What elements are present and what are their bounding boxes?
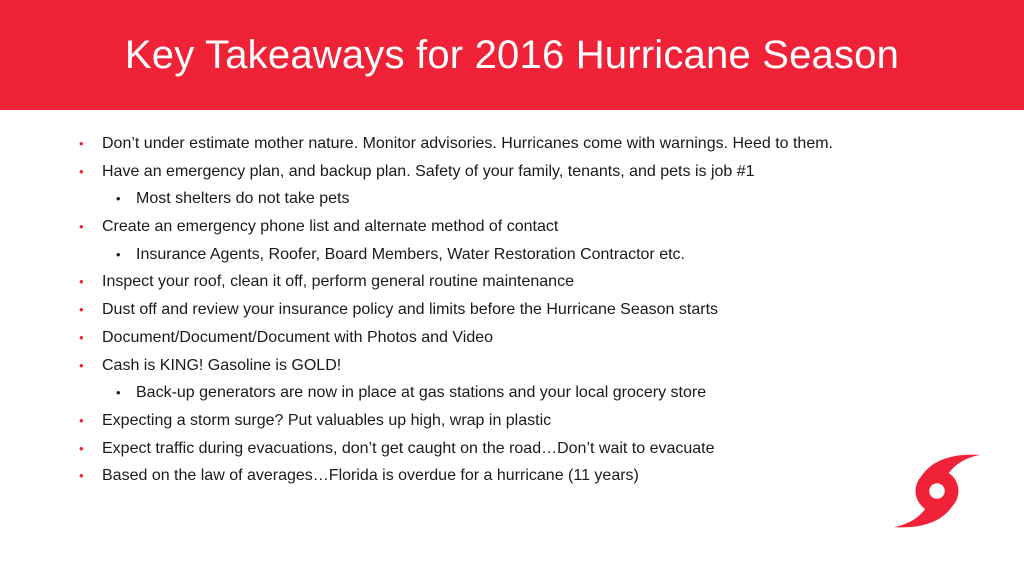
bullet-item [0, 213, 1024, 241]
title-bar [0, 0, 1024, 110]
bullet-marker: • [79, 412, 84, 428]
bullet-marker: • [79, 136, 84, 151]
bullet-text: Document/Document/Document with Photos and Video [102, 328, 494, 346]
bullet-item [0, 324, 1024, 352]
bullet-marker: • [79, 163, 84, 179]
sub-bullet-item [0, 379, 1024, 407]
bullet-text: Dust off and review your insurance policy and limits before the Hurricane Season starts [102, 301, 719, 319]
bullet-text: Cash is KING! Gasoline is GOLD! [102, 356, 342, 374]
bullet-marker: • [79, 329, 84, 345]
bullet-marker: • [79, 302, 84, 318]
bullet-text: Expect traffic during evacuations, don’t get caught on the road…Don’t wait to evacuate [102, 439, 715, 457]
sub-bullet-item [0, 185, 1024, 213]
sub-bullet-item [0, 241, 1024, 269]
bullet-item [0, 462, 1024, 490]
bullet-item [0, 130, 1024, 158]
bullet-text: Back-up generators are now in place at gas stations and your local grocery store [136, 384, 707, 402]
bullet-marker: • [79, 219, 84, 235]
bullet-list [0, 130, 1024, 490]
bullet-text: Don’t under estimate mother nature. Monitor advisories. Hurricanes come with warnings. Heed to them. [102, 135, 833, 152]
bullet-text: Insurance Agents, Roofer, Board Members, Water Restoration Contractor etc. [136, 245, 685, 263]
bullet-text: Have an emergency plan, and backup plan. Safety of your family, tenants, and pets is job #1 [102, 162, 755, 180]
bullet-text: Most shelters do not take pets [136, 190, 350, 208]
bullet-marker: • [79, 274, 84, 290]
bullet-item [0, 296, 1024, 324]
bullet-text: Create an emergency phone list and alternate method of contact [102, 218, 559, 236]
slide-title: Key Takeaways for 2016 Hurricane Season [124, 32, 900, 77]
bullet-item [0, 435, 1024, 463]
bullet-marker: • [116, 385, 121, 401]
bullet-text: Inspect your roof, clean it off, perform general routine maintenance [102, 273, 574, 291]
bullet-text: Expecting a storm surge? Put valuables up high, wrap in plastic [102, 411, 552, 429]
bullet-marker: • [116, 191, 121, 207]
bullet-marker: • [79, 440, 84, 456]
bullet-marker: • [79, 357, 84, 373]
bullet-item [0, 268, 1024, 296]
bullet-marker: • [116, 246, 121, 262]
bullet-marker: • [79, 468, 84, 484]
bullet-item [0, 158, 1024, 186]
bullet-item [0, 352, 1024, 380]
bullet-text: Based on the law of averages…Florida is overdue for a hurricane (11 years) [102, 467, 639, 485]
bullet-item [0, 407, 1024, 435]
hurricane-symbol-icon [894, 448, 980, 534]
